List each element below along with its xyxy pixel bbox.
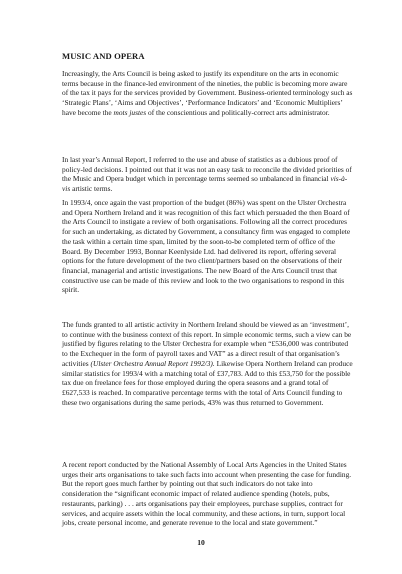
italic-text: (Ulster Orchestra Annual Report 1992/3). (90, 358, 215, 368)
section-heading: MUSIC AND OPERA (62, 51, 145, 61)
paragraph (62, 320, 354, 407)
italic-text: mots justes (113, 107, 147, 117)
text-run: artistic terms. (70, 184, 113, 194)
text-run: In last year’s Annual Report, I referred to the use and abuse of statistics as a dubious proof of policy-led decisions. I pointed out that it was not an easy task to reconcile the divided priorities of the Music and Opera budget which in percentage terms seemed so unbalanced in financial (62, 155, 354, 184)
paragraph (62, 198, 354, 295)
text-run: In 1993/4, once again the vast proportion of the budget (86%) was spent on the Ulster Orchestra and Opera Northern Ireland and it was recognition of this fact which persuaded the then Board of the Arts Council to instigate a review of both organisations. Following all the correct procedures for such an undertaking, as dictated by Government, a consultancy firm was engaged to complete the task within a certain time span, limited by the soon-to-be completed term of office of the Board. By December 1993, Bonnar Keenlyside Ltd. had delivered its report, offering several options for the future development of the two client/partners based on the observations of their financial, managerial and artistic investigations. The new Board of the Arts Council trust that constructive use can be made of this review and look to the two organisations to respond in this spirit. (62, 198, 353, 295)
paragraph (62, 460, 354, 528)
paragraph (62, 155, 354, 194)
text-run: A recent report conducted by the National Assembly of Local Arts Agencies in the United States urges their arts organisations to take such facts into account when presenting the case for funding. But the report goes much farther by pointing out that such indicators do not take into consideration the “significant economic impact of related audience spending (hotels, pubs, restaurants, parking) . . . arts organisations pay their employees, purchase supplies, contract for services, and acquire assets within the local community, and these actions, in turn, support local jobs, create personal income, and generate revenue to the local and state government.” (62, 460, 353, 528)
paragraph (62, 69, 354, 118)
text-run: The funds granted to all artistic activity in Northern Ireland should be viewed as an ‘investment’, to continue with the business context of this report. In simple economic terms, such a view can be justified by figures relating to the Ulster Orchestra for example when “£536,000 was contributed to the Exchequer in the form of payroll taxes and VAT” as a direct result of that organisation’s activities (62, 320, 354, 368)
italic-text: vis-à-vis (62, 174, 348, 194)
text-run: Likewise Opera Northern Ireland can produce similar statistics for 1993/4 with a matching total of £37,783. Add to this £53,750 for the possible tax due on freelance fees for those employed during the opera seasons and a grand total of £627,533 is reached. In comparative percentage terms with the total of Arts Council funding to these two organisations during the same periods, 43% was thus returned to Government. (62, 358, 355, 407)
text-run: Increasingly, the Arts Council is being asked to justify its expenditure on the arts in economic terms because in the finance-led environment of the nineties, the public is becoming more aware of the tax it pays for the services provided by Government. Business-oriented terminology such as ‘Strategic Plans’, ‘Aims and Objectives’, ‘Performance Indicators’ and ‘Economic Multipliers’ have become the (62, 69, 355, 117)
page-number: 10 (197, 538, 205, 547)
text-run: of the conscientious and politically-correct arts administrator. (146, 107, 330, 117)
